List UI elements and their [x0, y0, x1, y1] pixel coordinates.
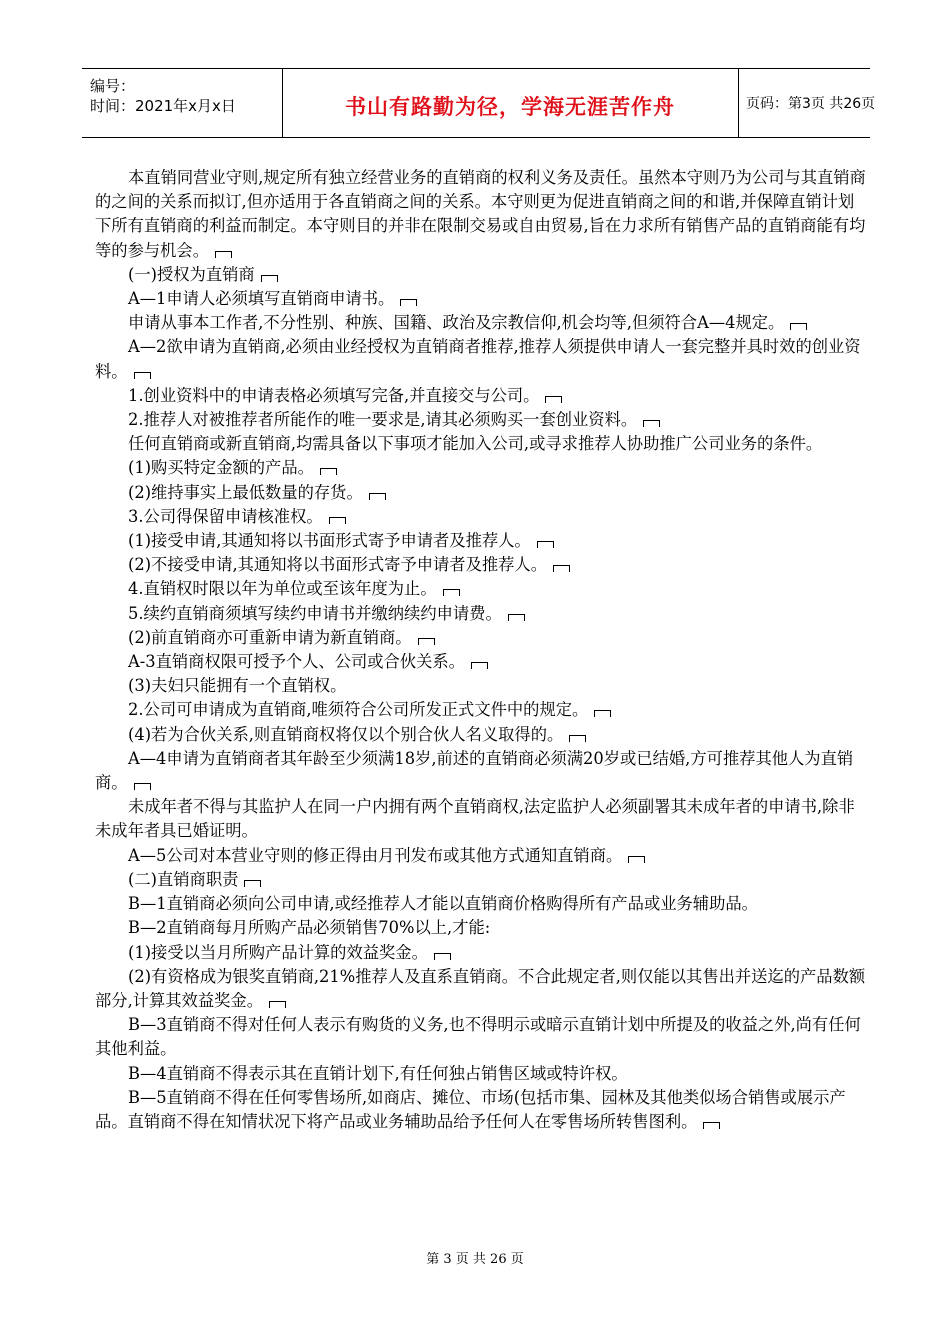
page-info: 页码：第3页 共26页 — [746, 96, 876, 112]
paragraph-text: (一)授权为直销商 — [128, 264, 255, 284]
paragraph-mark-icon — [400, 299, 417, 306]
paragraph-text: B—4直销商不得表示其在直销计划下,有任何独占销售区域或特许权。 — [128, 1063, 628, 1083]
paragraph-text: B—5直销商不得在任何零售场所,如商店、摊位、市场(包括市集、园林及其他类似场合销售或展示产品。直销商不得在知情状况下将产品或业务辅助品给予任何人在零售场所转售图利。 — [95, 1087, 846, 1131]
paragraph-mark-icon — [643, 420, 660, 427]
paragraph-text: A—4申请为直销商者其年龄至少须满18岁,前述的直销商必须满20岁或已结婚,方可推荐其他人为直销商。 — [95, 748, 854, 793]
paragraph-mark-icon — [545, 396, 562, 403]
paragraph — [95, 941, 870, 965]
paragraph-text: (1)购买特定金额的产品。 — [128, 458, 314, 478]
paragraph-mark-icon — [703, 1122, 720, 1129]
paragraph — [95, 263, 870, 287]
paragraph-mark-icon — [508, 614, 525, 621]
paragraph-text: 本直销同营业守则,规定所有独立经营业务的直销商的权利义务及责任。虽然本守则乃为公司与其直销商的之间的关系而拟订,但亦适用于各直销商之间的关系。本守则更为促进直销商之间的和谐,并保障直销计划下所有直销商的利益而制定。本守则目的并非在限制交易或自由贸易,旨在力求所有销售产品的直销商能有均等的参与机会。 — [95, 168, 866, 260]
paragraph-text: A—5公司对本营业守则的修正得由月刊发布或其他方式通知直销商。 — [128, 845, 623, 865]
paragraph-mark-icon — [471, 662, 488, 669]
serial-label: 编号： — [90, 77, 136, 95]
paragraph-text: (2)不接受申请,其通知将以书面形式寄予申请者及推荐人。 — [128, 555, 547, 575]
paragraph — [95, 1013, 870, 1061]
motto: 书山有路勤为径，学海无涯苦作舟 — [345, 95, 675, 119]
paragraph — [95, 481, 870, 505]
paragraph-text: (二)直销商职责 — [128, 869, 239, 889]
paragraph-text: 2.推荐人对被推荐者所能作的唯一要求是,请其必须购买一套创业资料。 — [128, 410, 638, 430]
paragraph — [95, 529, 870, 553]
date-label: 时间：2021年x月x日 — [90, 97, 236, 115]
paragraph-text: (1)接受以当月所购产品计算的效益奖金。 — [128, 942, 428, 962]
paragraph — [95, 287, 870, 311]
paragraph-mark-icon — [244, 880, 261, 887]
paragraph-mark-icon — [537, 541, 554, 548]
paragraph-mark-icon — [134, 372, 151, 379]
header-middle-cell — [282, 69, 739, 137]
paragraph-text: B—3直销商不得对任何人表示有购货的义务,也不得明示或暗示直销计划中所提及的收益之外,尚有任何其他利益。 — [95, 1015, 861, 1059]
paragraph-mark-icon — [329, 517, 346, 524]
paragraph — [95, 335, 870, 383]
paragraph-text: (3)夫妇只能拥有一个直销权。 — [128, 676, 347, 696]
paragraph-text: 1.创业资料中的申请表格必须填写完备,并直接交与公司。 — [128, 385, 540, 405]
paragraph-mark-icon — [261, 275, 278, 282]
paragraph-mark-icon — [418, 638, 435, 645]
paragraph — [95, 505, 870, 529]
paragraph — [95, 553, 870, 577]
paragraph-text: A-3直销商权限可授予个人、公司或合伙关系。 — [128, 652, 465, 672]
paragraph — [95, 384, 870, 408]
paragraph-text: 任何直销商或新直销商,均需具备以下事项才能加入公司,或寻求推荐人协助推广公司业务的条件。 — [128, 434, 823, 454]
paragraph — [95, 311, 870, 335]
paragraph — [95, 456, 870, 480]
paragraph-text: 未成年者不得与其监护人在同一户内拥有两个直销商权,法定监护人必须副署其未成年者的申请书,除非未成年者具已婚证明。 — [95, 797, 855, 841]
paragraph-mark-icon — [443, 589, 460, 596]
paragraph-mark-icon — [434, 953, 451, 960]
paragraph — [95, 166, 870, 263]
paragraph-text: 5.续约直销商须填写续约申请书并缴纳续约申请费。 — [128, 603, 502, 623]
paragraph-text: (2)有资格成为银奖直销商,21%推荐人及直系直销商。不合此规定者,则仅能以其售出并送迄的产品数额部分,计算其效益奖金。 — [95, 966, 866, 1010]
paragraph-text: (2)维持事实上最低数量的存货。 — [128, 482, 363, 502]
paragraph — [95, 723, 870, 747]
paragraph-mark-icon — [369, 493, 386, 500]
paragraph — [95, 577, 870, 601]
paragraph-mark-icon — [320, 468, 337, 475]
paragraph — [95, 1086, 870, 1134]
paragraph — [95, 795, 870, 843]
paragraph-text: 4.直销权时限以年为单位或至该年度为止。 — [128, 579, 437, 599]
paragraph-text: B—1直销商必须向公司申请,或经推荐人才能以直销商价格购得所有产品或业务辅助品。 — [128, 894, 758, 914]
paragraph — [95, 626, 870, 650]
paragraph — [95, 747, 870, 795]
paragraph-mark-icon — [594, 710, 611, 717]
paragraph — [95, 602, 870, 626]
paragraph-text: (1)接受申请,其通知将以书面形式寄予申请者及推荐人。 — [128, 531, 531, 551]
paragraph — [95, 1062, 870, 1086]
paragraph-text: A—1申请人必须填写直销商申请书。 — [128, 289, 395, 309]
header-right-cell — [738, 69, 876, 137]
paragraph — [95, 892, 870, 916]
paragraph — [95, 965, 870, 1013]
paragraph-text: B—2直销商每月所购产品必须销售70%以上,才能: — [128, 918, 491, 938]
paragraph-mark-icon — [134, 783, 151, 790]
paragraph — [95, 674, 870, 698]
paragraph — [95, 650, 870, 674]
header-left-cell — [82, 69, 283, 137]
paragraph-mark-icon — [790, 323, 807, 330]
paragraph-mark-icon — [269, 1001, 286, 1008]
paragraph-text: A—2欲申请为直销商,必须由业经授权为直销商者推荐,推荐人须提供申请人一套完整并具时效的创业资料。 — [95, 337, 861, 381]
document-body — [95, 166, 870, 1134]
page-header — [82, 68, 876, 138]
paragraph — [95, 844, 870, 868]
paragraph-text: 申请从事本工作者,不分性别、种族、国籍、政治及宗教信仰,机会均等,但须符合A—4规定。 — [128, 313, 785, 333]
paragraph — [95, 432, 870, 456]
paragraph — [95, 698, 870, 722]
paragraph-text: (2)前直销商亦可重新申请为新直销商。 — [128, 627, 412, 647]
paragraph — [95, 408, 870, 432]
paragraph-text: 3.公司得保留申请核准权。 — [128, 506, 323, 526]
paragraph — [95, 916, 870, 940]
paragraph-mark-icon — [569, 735, 586, 742]
paragraph-mark-icon — [215, 251, 232, 258]
paragraph-text: 2.公司可申请成为直销商,唯须符合公司所发正式文件中的规定。 — [128, 700, 589, 720]
paragraph — [95, 868, 870, 892]
paragraph-mark-icon — [553, 565, 570, 572]
paragraph-text: (4)若为合伙关系,则直销商权将仅以个别合伙人名义取得的。 — [128, 724, 564, 744]
paragraph-mark-icon — [628, 856, 645, 863]
page-footer: 第 3 页 共 26 页 — [426, 1252, 524, 1267]
